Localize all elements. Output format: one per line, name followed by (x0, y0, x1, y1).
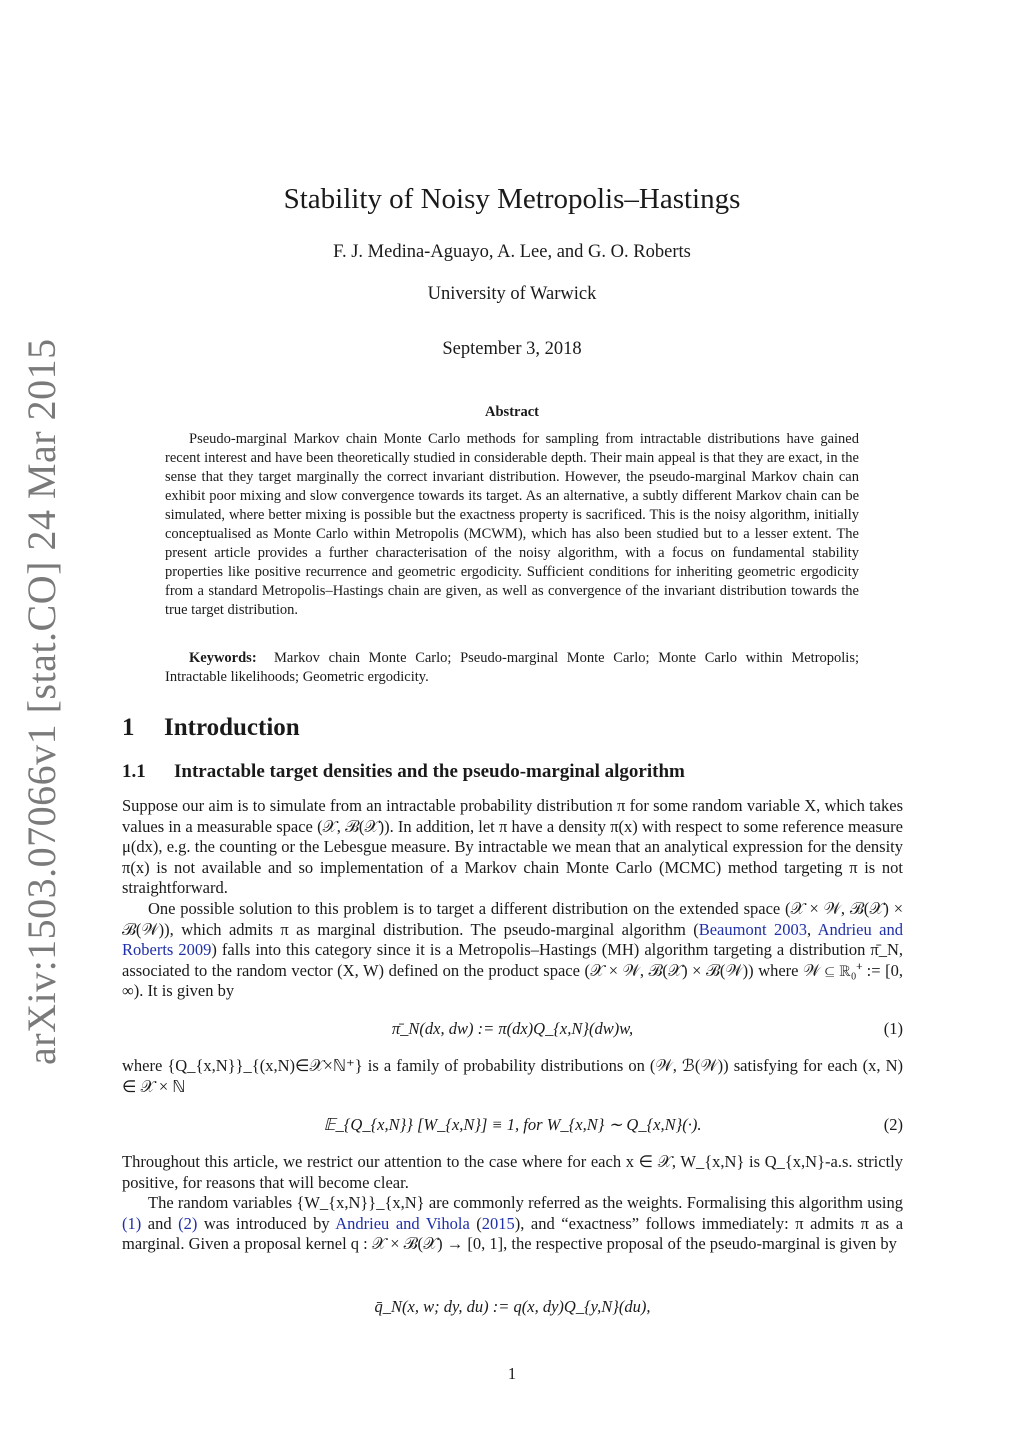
paragraph-text: The random variables {W_{x,N}}_{x,N} are commonly referred as the weights. Formalising this algorithm using (148, 1193, 903, 1212)
author-list: F. J. Medina-Aguayo, A. Lee, and G. O. Roberts (333, 242, 691, 262)
arxiv-identifier-stamp: arXiv:1503.07066v1 [stat.CO] 24 Mar 2015 (19, 338, 64, 1065)
citation-link-andrieu-roberts[interactable]: Andrieu and Roberts 2009 (122, 919, 903, 960)
section-title: Introduction (164, 714, 300, 741)
keywords (165, 649, 859, 687)
equation-number: (1) (883, 1019, 903, 1038)
keywords-label: Keywords: (189, 650, 257, 666)
page-number: 1 (507, 1364, 517, 1383)
body-paragraph-2 (122, 899, 903, 1002)
equation-body: 𝔼_{Q_{x,N}} [W_{x,N}] ≡ 1, for W_{x,N} ∼ Q_{x,N}(·). (323, 1115, 702, 1134)
equation-body: q̄_N(x, w; dy, du) := q(x, dy)Q_{y,N}(du), (374, 1297, 651, 1316)
section-number: 1 (122, 714, 135, 741)
subsection-number: 1.1 (122, 761, 146, 782)
paragraph-text: and (141, 1213, 179, 1233)
citation-link-beaumont[interactable]: Beaumont 2003 (698, 919, 807, 939)
section-heading-introduction (122, 714, 300, 742)
paper-date: September 3, 2018 (442, 339, 582, 359)
paragraph-text: ) falls into this category since it is a Metropolis–Hastings (MH) algorithm targeting a distribution π̄_N, associated to the random vector (X, W) defined on the product space (𝒳 × 𝒲, ℬ(𝒳) × ℬ(𝒲)) where 𝒲 ⊆ ℝ₀⁺ := [0, ∞). It is given by (122, 940, 903, 1001)
subsection-title: Intractable target densities and the pseudo-marginal algorithm (174, 761, 685, 782)
affiliation: University of Warwick (427, 284, 597, 304)
paragraph-text: ( (469, 1213, 482, 1233)
abstract-heading: Abstract (485, 404, 539, 420)
equation-number: (2) (883, 1115, 903, 1134)
equation-ref-1[interactable]: (1) (122, 1213, 142, 1233)
paper-title: Stability of Noisy Metropolis–Hastings (283, 183, 741, 215)
citation-link-andrieu-vihola[interactable]: Andrieu and Vihola (335, 1213, 470, 1233)
abstract-text: Pseudo-marginal Markov chain Monte Carlo methods for sampling from intractable distributions have gained recent interest and have been theoretically studied in considerable depth. Their main appeal is that they are exact, in the sense that they target marginally the correct invariant distribution. However, the pseudo-marginal Markov chain can exhibit poor mixing and slow convergence towards its target. As an alternative, a subtly different Markov chain can be simulated, where better mixing is possible but the exactness property is sacrificed. This is the noisy algorithm, initially conceptualised as Monte Carlo within Metropolis (MCWM), which has also been studied but to a lesser extent. The present article provides a further characterisation of the noisy algorithm, with a focus on fundamental stability properties like positive recurrence and geometric ergodicity. Sufficient conditions for inheriting geometric ergodicity from a standard Metropolis–Hastings chain are given, as well as convergence of the invariant distribution towards the true target distribution. (165, 431, 859, 619)
paragraph-text: was introduced by (197, 1213, 336, 1233)
equation-body: π̄_N(dx, dw) := π(dx)Q_{x,N}(dw)w, (391, 1019, 634, 1038)
body-paragraph-4: Throughout this article, we restrict our attention to the case where for each x ∈ 𝒳, W_{x,N} is Q_{x,N}-a.s. strictly positive, for reasons that will become clear. (122, 1152, 903, 1192)
subsection-heading (122, 761, 685, 783)
citation-year-link[interactable]: 2015 (481, 1213, 515, 1233)
body-paragraph-5 (122, 1193, 903, 1255)
paragraph-text: One possible solution to this problem is to target a different distribution on the extended space (𝒳 × 𝒲, ℬ(𝒳) × ℬ(𝒲)), which admits π as marginal distribution. The pseudo-marginal algorithm ( (122, 899, 903, 939)
body-paragraph-1: Suppose our aim is to simulate from an intractable probability distribution π for some random variable X, which takes values in a measurable space (𝒳, ℬ(𝒳)). In addition, let π have a density π(x) with respect to some reference measure μ(dx), e.g. the counting or the Lebesgue measure. By intractable we mean that an analytical expression for the density π(x) is not available and so implementation of a Markov chain Monte Carlo (MCMC) method targeting π is not straightforward. (122, 796, 903, 898)
keywords-text: Markov chain Monte Carlo; Pseudo-marginal Monte Carlo; Monte Carlo within Metropolis; Intractable likelihoods; Geometric ergodicity. (165, 650, 860, 685)
equation-ref-2[interactable]: (2) (178, 1213, 198, 1233)
body-paragraph-3: where {Q_{x,N}}_{(x,N)∈𝒳×ℕ⁺} is a family of probability distributions on (𝒲, ℬ(𝒲)) satisfying for each (x, N) ∈ 𝒳 × ℕ (122, 1056, 903, 1096)
paragraph-text: , (806, 919, 818, 939)
paragraph-text: ), and “exactness” follows immediately: π admits π as a marginal. Given a proposal kernel q : 𝒳 × ℬ(𝒳) → [0, 1], the respective proposal of the pseudo-marginal is given by (122, 1213, 904, 1254)
